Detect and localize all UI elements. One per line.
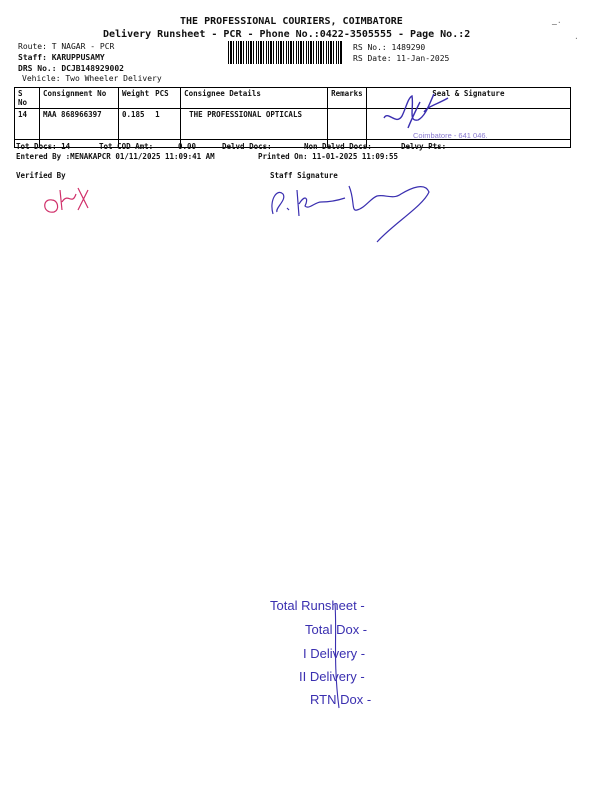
consignee-signature-icon (378, 88, 458, 136)
stamp-i-delivery: I Delivery - (303, 646, 366, 661)
verifier-signature-icon (38, 180, 98, 222)
stamp-pen-stroke-icon (325, 602, 355, 712)
col-pcs: PCS (152, 88, 181, 109)
staff-label: Staff: KARUPPUSAMY (18, 53, 105, 62)
col-weight: Weight (119, 88, 153, 109)
stamp-ii-delivery: II Delivery - (299, 669, 365, 684)
staff-signature-icon (265, 180, 440, 250)
rs-date: RS Date: 11-Jan-2025 (353, 54, 450, 63)
seal-stamp-text: Coimbatore - 641 046. (413, 131, 488, 140)
entered-by: Entered By :MENAKAPCR 01/11/2025 11:09:41 AM (16, 152, 215, 161)
runsheet-title: Delivery Runsheet - PCR - Phone No.:0422-3505555 - Page No.:2 (103, 29, 471, 40)
vehicle-label: Vehicle: Two Wheeler Delivery (22, 74, 162, 83)
barcode-graphic (228, 41, 343, 64)
tot-cod-value: 0.00 (178, 142, 197, 151)
col-consignment: Consignment No (40, 88, 119, 109)
printed-on: Printed On: 11-01-2025 11:09:55 (258, 152, 398, 161)
rs-number: RS No.: 1489290 (353, 43, 426, 52)
scan-mark-2: · (574, 34, 579, 43)
tot-docs: Tot Docs: 14 (16, 142, 71, 151)
table-row (15, 109, 571, 148)
cell-consignment: MAA 868966397 (40, 109, 119, 148)
route-label: Route: T NAGAR - PCR (18, 42, 115, 51)
tot-cod-label: Tot COD Amt: (99, 142, 154, 151)
staff-signature-label: Staff Signature (270, 171, 338, 180)
non-delvd-docs: Non Delvd Docs: (304, 142, 372, 151)
stamp-total-dox: Total Dox - (305, 622, 368, 637)
scan-mark: ـ· (552, 18, 562, 27)
drs-number: DRS No.: DCJB148929002 (18, 64, 124, 73)
stamp-total-runsheet: Total Runsheet - (270, 598, 365, 613)
col-remarks: Remarks (328, 88, 367, 109)
delvy-pts: Delvy Pts: (401, 142, 447, 151)
col-consignee: Consignee Details (181, 88, 328, 109)
stamp-rtn-dox: RTN Dox - (310, 692, 372, 707)
col-seal: Seal & Signature (366, 88, 570, 109)
cell-sno: 14 (15, 109, 40, 148)
delvd-docs: Delvd Docs: (222, 142, 272, 151)
table-header-row (15, 88, 571, 109)
cell-consignee: THE PROFESSIONAL OPTICALS (181, 109, 328, 148)
company-title: THE PROFESSIONAL COURIERS, COIMBATORE (180, 16, 403, 27)
verified-by-label: Verified By (16, 171, 66, 180)
col-sno: S No (15, 88, 40, 109)
divider (14, 139, 571, 140)
cell-pcs: 1 (152, 109, 181, 148)
cell-weight: 0.185 (119, 109, 153, 148)
